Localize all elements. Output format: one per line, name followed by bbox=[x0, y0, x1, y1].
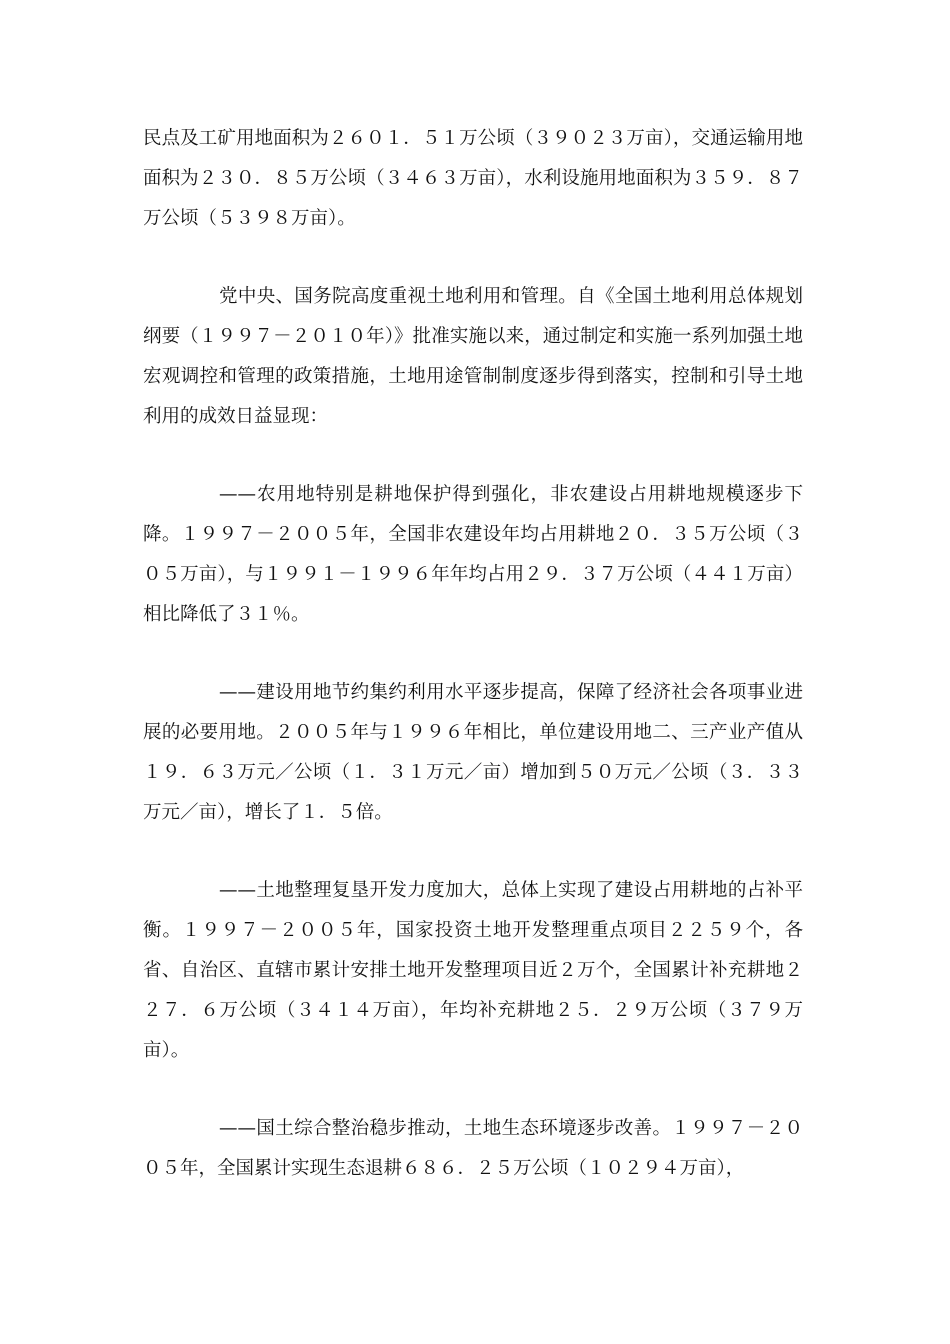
paragraph-ecological-improvement: ——国土综合整治稳步推动，土地生态环境逐步改善。１９９７－２００５年，全国累计实现生态退耕６８６．２５万公顷（１０２９４万亩）， bbox=[143, 1118, 803, 1179]
document-page bbox=[143, 119, 803, 1227]
paragraph-construction-land: ——建设用地节约集约利用水平逐步提高，保障了经济社会各项事业进展的必要用地。２００５年与１９９６年相比，单位建设用地二、三产业产值从１９．６３万元／公顷（１．３１万元／亩）增加到５０万元／公顷（３．３３万元／亩），增长了１．５倍。 bbox=[143, 682, 803, 823]
paragraph-farmland-protection: ——农用地特别是耕地保护得到强化，非农建设占用耕地规模逐步下降。１９９７－２００５年，全国非农建设年均占用耕地２０．３５万公顷（３０５万亩），与１９９１－１９９６年年均占用２９．３７万公顷（４４１万亩）相比降低了３１％。 bbox=[143, 484, 803, 625]
paragraph-overview: 党中央、国务院高度重视土地利用和管理。自《全国土地利用总体规划纲要（１９９７－２０１０年）》批准实施以来，通过制定和实施一系列加强土地宏观调控和管理的政策措施，土地用途管制制度逐步得到落实，控制和引导土地利用的成效日益显现： bbox=[143, 286, 803, 427]
paragraph-land-consolidation: ——土地整理复垦开发力度加大，总体上实现了建设占用耕地的占补平衡。１９９７－２００５年，国家投资土地开发整理重点项目２２５９个，各省、自治区、直辖市累计安排土地开发整理项目近２万个，全国累计补充耕地２２７．６万公顷（３４１４万亩），年均补充耕地２５．２９万公顷（３７９万亩）。 bbox=[143, 880, 803, 1061]
paragraph-continuation: 民点及工矿用地面积为２６０１．５１万公顷（３９０２３万亩），交通运输用地面积为２３０．８５万公顷（３４６３万亩），水利设施用地面积为３５９．８７万公顷（５３９８万亩）。 bbox=[143, 128, 803, 229]
